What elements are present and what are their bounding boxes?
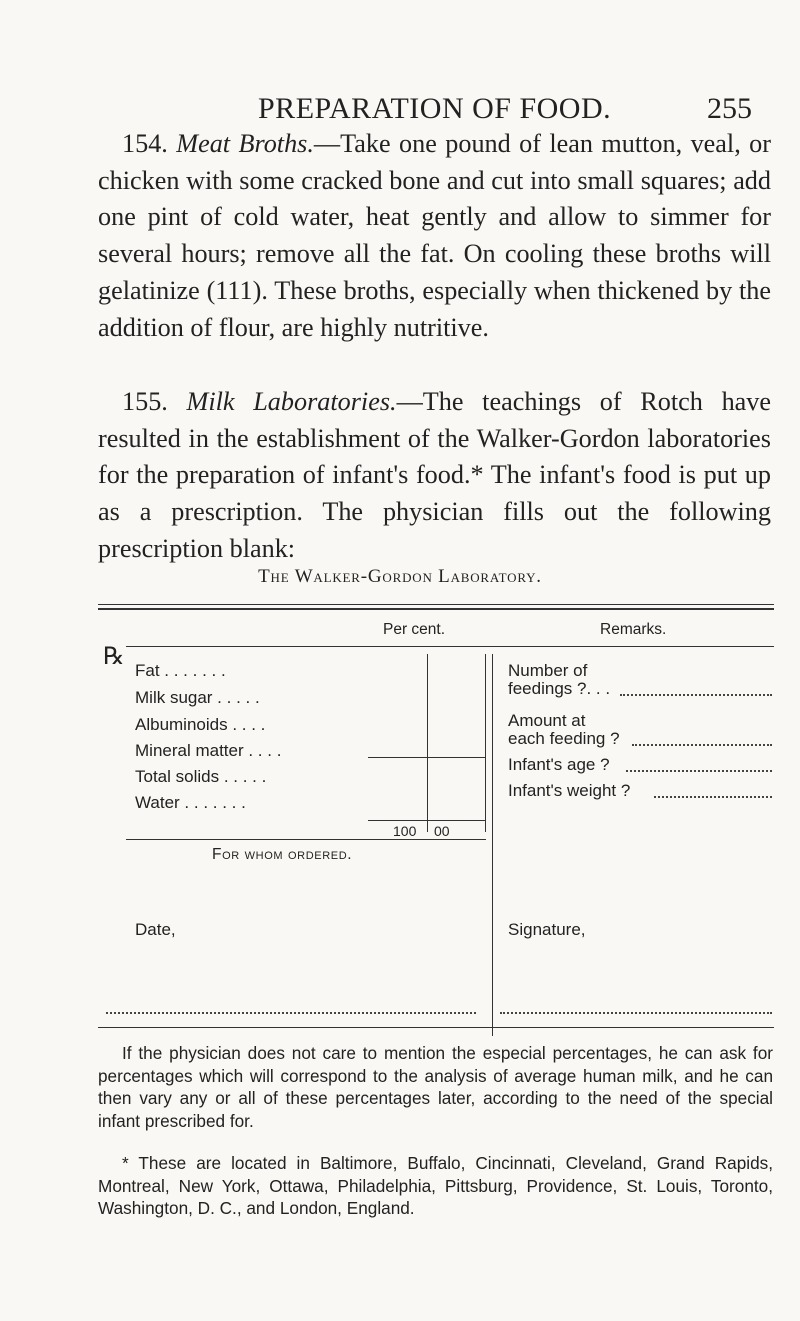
- running-head: PREPARATION OF FOOD.: [258, 92, 612, 125]
- signature-label: Signature,: [508, 920, 586, 939]
- total-whole: 100: [393, 823, 417, 839]
- remark-feedings-line2: feedings ?. . .: [508, 679, 611, 698]
- total-fraction: 00: [434, 823, 450, 839]
- amount-dots: [632, 744, 772, 746]
- page-number: 255: [707, 92, 752, 125]
- paragraph-155: [98, 384, 771, 568]
- note-percentages-text: If the physician does not care to mention the especial percentages, he can ask for percentages which will correspond to the analysis of average human milk, and he can then vary any or all of these percentages later, according to the need of the special infant prescribed for.: [98, 1043, 773, 1132]
- paragraph-154: [98, 126, 771, 346]
- footnote-locations: [98, 1152, 773, 1220]
- subtotal-rule: [368, 757, 485, 758]
- row-mineral-matter: Mineral matter . . . .: [135, 741, 282, 760]
- form-top-rule-thick: [98, 608, 774, 610]
- form-top-rule: [98, 604, 774, 605]
- rx-symbol: ℞: [103, 642, 125, 670]
- section-number-155: 155.: [122, 387, 168, 416]
- footnote-locations-text: * These are located in Baltimore, Buffalo, Cincinnati, Cleveland, Grand Rapids, Montreal, New York, Ottawa, Philadelphia, Pittsburg, Providence, St. Louis, Toronto, Washington, D. C., and London, England.: [98, 1153, 773, 1219]
- for-whom-rule: [126, 839, 486, 840]
- remark-feedings-line1: Number of: [508, 661, 588, 680]
- remark-infant-weight: Infant's weight ?: [508, 781, 631, 800]
- header-rule: [126, 646, 774, 647]
- age-dots: [626, 770, 772, 772]
- row-fat: Fat . . . . . . .: [135, 661, 226, 680]
- section-title-milk-laboratories: Milk Laboratories.: [186, 387, 397, 416]
- paragraph-154-text: —Take one pound of lean mutton, veal, or chicken with some cracked bone and cut into small squares; add one pint of cold water, heat gently and allow to simmer for several hours; remove all the fat. On cooling these broths will gelatinize (111). These broths, especially when thickened by the addition of flour, are highly nutritive.: [98, 129, 771, 342]
- note-percentages: [98, 1042, 773, 1133]
- date-dots: [106, 1012, 476, 1014]
- section-title-meat-broths: Meat Broths.: [176, 129, 314, 158]
- row-water: Water . . . . . . .: [135, 793, 246, 812]
- total-rule: [368, 820, 485, 821]
- row-albuminoids: Albuminoids . . . .: [135, 715, 266, 734]
- row-milk-sugar: Milk sugar . . . . .: [135, 688, 260, 707]
- signature-dots: [500, 1012, 772, 1014]
- paragraph-155-text: —The teachings of Rotch have resulted in the establishment of the Walker-Gordon laboratories for the preparation of infant's food.* The infant's food is put up as a prescription. The physician fills out the following prescription blank:: [98, 387, 771, 563]
- col-divider-right: [485, 654, 486, 832]
- remark-amount-line1: Amount at: [508, 711, 586, 730]
- weight-dots: [654, 796, 772, 798]
- row-total-solids: Total solids . . . . .: [135, 767, 267, 786]
- section-number-154: 154.: [122, 129, 168, 158]
- remark-amount-line2: each feeding ?: [508, 729, 620, 748]
- feedings-dots: [620, 694, 772, 696]
- for-whom-ordered: For whom ordered.: [212, 846, 353, 863]
- per-cent-header: Per cent.: [383, 621, 446, 638]
- remarks-header: Remarks.: [600, 621, 667, 638]
- remark-infant-age: Infant's age ?: [508, 755, 610, 774]
- laboratory-heading: The Walker-Gordon Laboratory.: [258, 566, 542, 587]
- col-divider-left: [427, 654, 428, 832]
- date-label: Date,: [135, 920, 176, 939]
- remarks-divider: [492, 654, 493, 1036]
- form-bottom-rule: [98, 1027, 774, 1028]
